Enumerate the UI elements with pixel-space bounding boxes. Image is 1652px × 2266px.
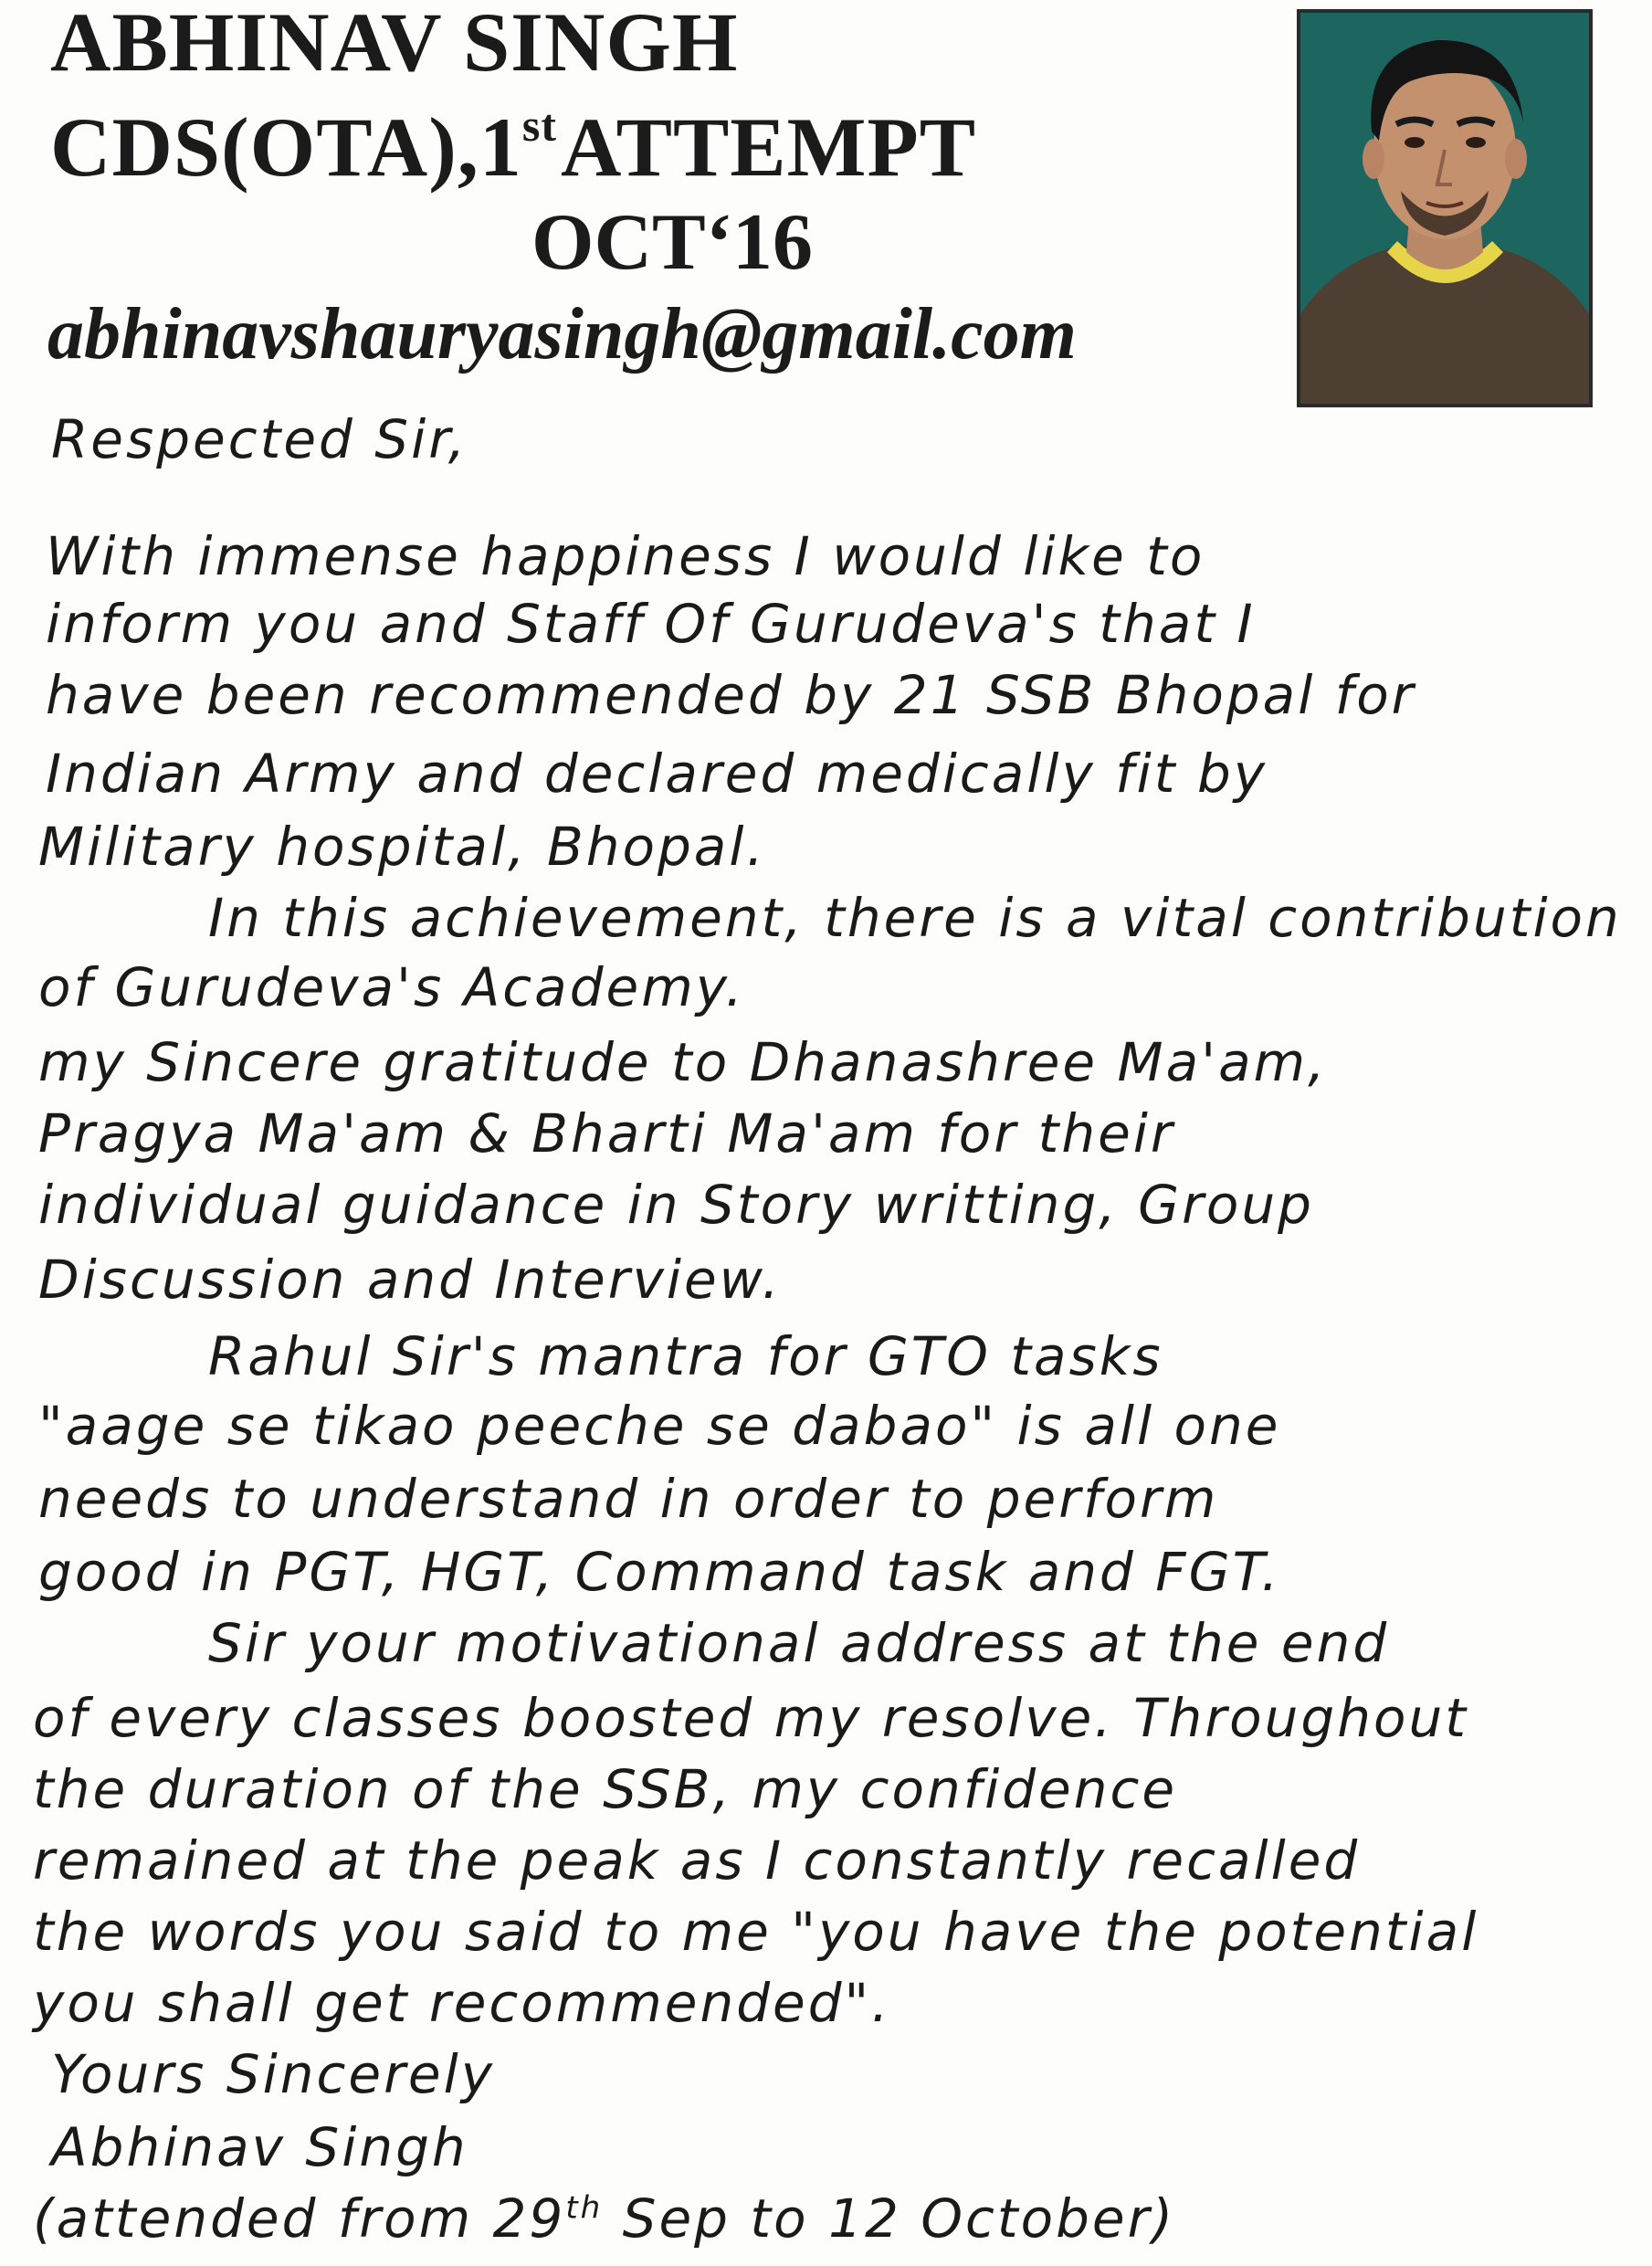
letter-line: In this achievement, there is a vital contribution bbox=[208, 887, 1622, 949]
email-address: abhinavshauryasingh@gmail.com bbox=[47, 294, 1077, 374]
letter-line: my Sincere gratitude to Dhanashree Ma'am, bbox=[38, 1031, 1328, 1093]
letter-line: the duration of the SSB, my confidence bbox=[33, 1758, 1178, 1820]
letter-line: Pragya Ma'am & Bharti Ma'am for their bbox=[38, 1102, 1175, 1165]
exam-attempt bbox=[50, 100, 977, 194]
portrait-icon bbox=[1300, 13, 1589, 404]
portrait-photo bbox=[1297, 9, 1593, 407]
letter-line: the words you said to me "you have the potential bbox=[33, 1901, 1479, 1963]
candidate-name: ABHINAV SINGH bbox=[50, 0, 739, 89]
letter-line: of every classes boosted my resolve. Throughout bbox=[33, 1687, 1468, 1749]
exam-month: OCT‘16 bbox=[531, 198, 813, 287]
letter-line: inform you and Staff Of Gurudeva's that I bbox=[46, 593, 1256, 655]
letter-line: have been recommended by 21 SSB Bhopal for bbox=[46, 664, 1416, 726]
letter-line: "aage se tikao peeche se dabao" is all one bbox=[38, 1395, 1281, 1457]
closing: Yours Sincerely bbox=[51, 2043, 496, 2105]
salutation: Respected Sir, bbox=[51, 408, 468, 470]
letter-line: good in PGT, HGT, Command task and FGT. bbox=[38, 1541, 1281, 1603]
exam-prefix: CDS(OTA),1 bbox=[50, 100, 522, 194]
letter-line: remained at the peak as I constantly recalled bbox=[33, 1829, 1361, 1892]
exam-suffix: ATTEMPT bbox=[560, 100, 977, 194]
attendance-superscript: th bbox=[565, 2189, 604, 2227]
letter-line: you shall get recommended". bbox=[33, 1972, 891, 2034]
letter-line: individual guidance in Story writting, Group bbox=[38, 1174, 1314, 1236]
signature: Abhinav Singh bbox=[51, 2116, 468, 2178]
exam-superscript: st bbox=[521, 100, 557, 151]
letter-line: Military hospital, Bhopal. bbox=[38, 816, 766, 878]
letter-line: Rahul Sir's mantra for GTO tasks bbox=[208, 1325, 1163, 1387]
attendance-note bbox=[33, 2187, 1176, 2250]
letter-line: Indian Army and declared medically fit by bbox=[46, 743, 1268, 805]
attendance-suffix: Sep to 12 October) bbox=[603, 2187, 1176, 2250]
letter-line: needs to understand in order to perform bbox=[38, 1468, 1219, 1530]
letter-line: With immense happiness I would like to bbox=[46, 525, 1205, 587]
attendance-prefix: (attended from 29 bbox=[33, 2187, 566, 2250]
letter-line: of Gurudeva's Academy. bbox=[38, 956, 745, 1018]
letter-line: Sir your motivational address at the end bbox=[208, 1612, 1390, 1674]
letter-line: Discussion and Interview. bbox=[38, 1249, 782, 1311]
